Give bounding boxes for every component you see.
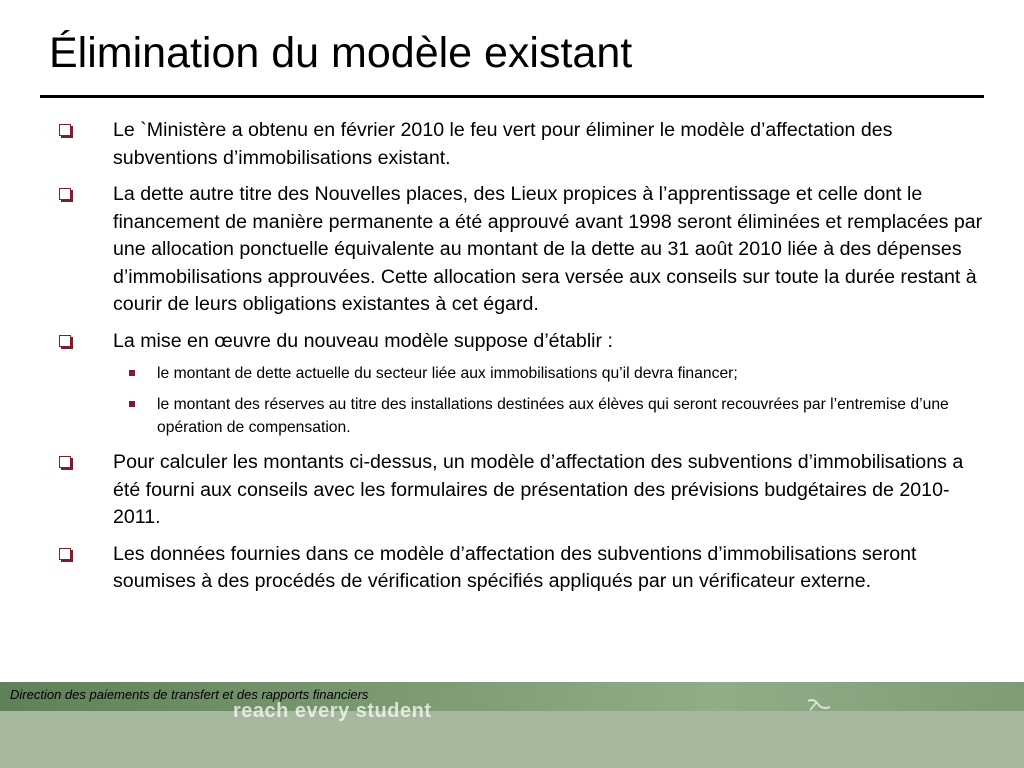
filled-square-bullet-icon: [129, 401, 135, 407]
hollow-square-bullet-icon: [59, 188, 71, 200]
bullet-text: Les données fournies dans ce modèle d’affectation des subventions d’immobilisations seront soumises à des procédés de vérification spécifiés appliqués par un vérificateur externe.: [113, 542, 917, 592]
footer-watermark: reach every student: [233, 700, 432, 722]
bullet-item: [56, 181, 986, 319]
sub-bullet-text: le montant de dette actuelle du secteur liée aux immobilisations qu’il devra financer;: [157, 365, 738, 382]
bullet-item: [56, 328, 986, 356]
sub-bullet-item: [56, 393, 986, 439]
bullet-text: La mise en œuvre du nouveau modèle suppose d’établir :: [113, 329, 613, 352]
sub-bullet-item: [56, 362, 986, 385]
bullet-text: Le `Ministère a obtenu en février 2010 le feu vert pour éliminer le modèle d’affectation des subventions d’immobilisations existant.: [113, 119, 893, 169]
bullet-item: [56, 117, 986, 172]
title-underline: [40, 95, 984, 98]
hollow-square-bullet-icon: [59, 124, 71, 136]
slide-title: Élimination du modèle existant: [49, 29, 633, 77]
footer: [0, 682, 1024, 768]
filled-square-bullet-icon: [129, 370, 135, 376]
sub-bullet-text: le montant des réserves au titre des installations destinées aux élèves qui seront recouvrées par l’entremise d’une opération de compensation.: [157, 396, 949, 436]
footer-department: Direction des paiements de transfert et des rapports financiers: [10, 687, 369, 702]
sub-bullet-list: [56, 362, 986, 439]
hollow-square-bullet-icon: [59, 335, 71, 347]
bullet-item: [56, 541, 986, 596]
slide-body: [56, 117, 986, 605]
bullet-text: La dette autre titre des Nouvelles places, des Lieux propices à l’apprentissage et celle dont le financement de manière permanente a été approuvé avant 1998 seront éliminées et remplacées par une allocation ponctuelle équivalente au montant de la dette au 31 août 2010 liée à des dépenses d’immobilisations approuvées. Cette allocation sera versée aux conseils sur toute la durée restant à courir de leurs obligations existantes à cet égard.: [113, 183, 983, 315]
footer-logo-mark-icon: [806, 698, 832, 714]
hollow-square-bullet-icon: [59, 456, 71, 468]
bullet-text: Pour calculer les montants ci-dessus, un modèle d’affectation des subventions d’immobilisations a été fourni aux conseils avec les formulaires de présentation des prévisions budgétaires de 2010-2011.: [113, 451, 964, 528]
bullet-item: [56, 449, 986, 532]
hollow-square-bullet-icon: [59, 548, 71, 560]
